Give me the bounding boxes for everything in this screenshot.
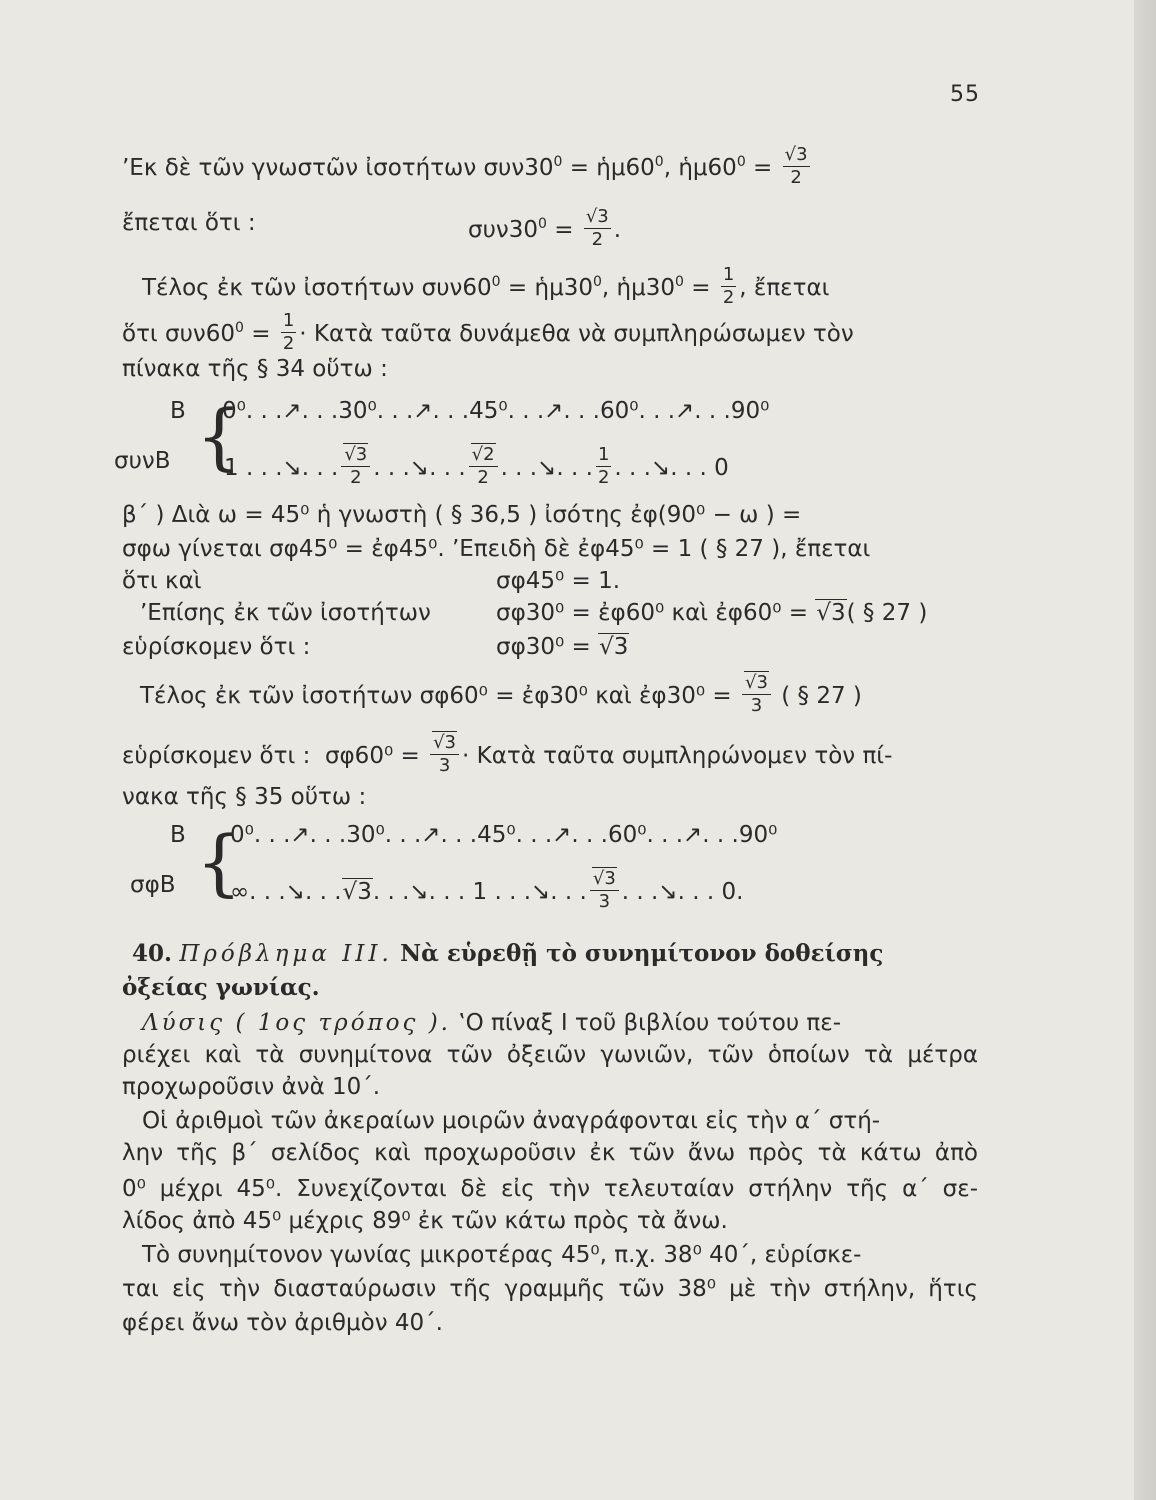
- text-line-13: νακα τῆς § 35 οὕτω :: [122, 784, 367, 810]
- text-line-p6: 0⁰ μέχρι 45⁰. Συνεχίζονται δὲ εἰς τὴν τελευταίαν στήλην τῆς α΄ σε-: [122, 1176, 978, 1202]
- fraction-sqrt3-over-2: $\frac{√3}{2}$: [585, 206, 609, 250]
- page-number: 55: [950, 82, 980, 107]
- text-line-9: ’Επίσης ἐκ τῶν ἰσοτήτων σφ30⁰ = ἐφ60⁰ καὶ ἐφ60⁰ = √3( § 27 ): [140, 600, 928, 626]
- text-line-1: ’Εκ δὲ τῶν γνωστῶν ἰσοτήτων $\sigma\upsilon\nu 30^0$ = $ἡ\mu 60^0$, $ἡ\mu 60^0$ = $\frac{√3}{2}$: [122, 144, 808, 188]
- text-line-12: εὑρίσκομεν ὅτι : σφ60⁰ = $\frac{√3}{3}$ · Κατὰ ταῦτα συμπληρώνομεν τὸν πί-: [122, 732, 893, 776]
- section-title: Νὰ εὑρεθῇ τὸ συνημίτονον δοθείσης: [400, 940, 884, 967]
- text-line-p7: λίδος ἀπὸ 45⁰ μέχρις 89⁰ ἐκ τῶν κάτω πρὸς τὰ ἄνω.: [122, 1208, 728, 1234]
- text-line-8: ὅτι καὶ σφ45⁰ = 1.: [122, 568, 621, 594]
- text-line-2: ἔπεται ὅτι : $\sigma\upsilon\nu 30^0$ = $\frac{√3}{2}$ .: [122, 206, 622, 250]
- text-line-6: β΄ ) Διὰ ω = 45⁰ ἡ γνωστὴ ( § 36,5 ) ἰσότης ἐφ(90⁰ − ω ) =: [122, 502, 802, 528]
- brace-icon: {: [196, 820, 242, 904]
- table2-row-cot: σφB ∞. . .↘. . .√3. . .↘. . . 1 . . .↘. . . $\frac{√3}{3}$ . . .↘. . . 0.: [130, 868, 744, 912]
- text-line-11: Τέλος ἐκ τῶν ἰσοτήτων σφ60⁰ = ἐφ30⁰ καὶ ἐφ30⁰ = $\frac{√3}{3}$ ( § 27 ): [140, 672, 862, 716]
- text-line-10: εὑρίσκομεν ὅτι : σφ30⁰ = √3: [122, 634, 629, 660]
- text-line-p2: ριέχει καὶ τὰ συνημίτονα τῶν ὀξειῶν γωνιῶν, τῶν ὁποίων τὰ μέτρα: [122, 1042, 978, 1068]
- fraction-1-over-2: $\frac{1}{2}$: [722, 264, 735, 308]
- fraction-sqrt3-over-3: $\frac{√3}{3}$: [742, 674, 771, 715]
- text-line-p10: φέρει ἄνω τὸν ἀριθμὸν 40΄.: [122, 1310, 443, 1336]
- text-line-p9: ται εἰς τὴν διασταύρωσιν τῆς γραμμῆς τῶν 38⁰ μὲ τὴν στήλην, ἥτις: [122, 1276, 978, 1302]
- table2-row-angles: B 0⁰. . .↗. . .30⁰. . .↗. . .45⁰. . .↗. . .60⁰. . .↗. . .90⁰: [170, 822, 778, 848]
- table1-row-cos: συνB 1 . . .↘. . . $\frac{√3}{2}$ . . .↘. . . $\frac{√2}{2}$ . . .↘. . . $\frac{1}{2}$ . . .↘. . . 0: [114, 444, 729, 488]
- text-line-p5: λην τῆς β΄ σελίδος καὶ προχωροῦσιν ἐκ τῶν ἄνω πρὸς τὰ κάτω ἀπὸ: [122, 1140, 978, 1166]
- section-number: 40.: [132, 940, 173, 967]
- text-line-7: σφω γίνεται σφ45⁰ = ἐφ45⁰. ’Επειδὴ δὲ ἐφ45⁰ = 1 ( § 27 ), ἔπεται: [122, 536, 871, 562]
- text-line-p8: Τὸ συνημίτονον γωνίας μικροτέρας 45⁰, π.χ. 38⁰ 40΄, εὑρίσκε-: [142, 1242, 862, 1268]
- section-heading-cont: ὀξείας γωνίας.: [122, 974, 320, 1001]
- page-edge: [1134, 0, 1156, 1500]
- fraction-sqrt3-over-2: $\frac{√3}{2}$: [784, 144, 808, 188]
- text-line-4: ὅτι $\sigma\upsilon\nu 60^0$ = $\frac{1}{2}$ · Κατὰ ταῦτα δυνάμεθα νὰ συμπληρώσωμεν τὸν: [122, 310, 854, 354]
- text-line-5: πίνακα τῆς § 34 οὕτω :: [122, 356, 388, 382]
- fraction-sqrt3-over-3: $\frac{√3}{3}$: [430, 734, 459, 775]
- text-line-p4: Οἱ ἀριθμοὶ τῶν ἀκεραίων μοιρῶν ἀναγράφονται εἰς τὴν α΄ στή-: [142, 1108, 881, 1134]
- text-line-p3: προχωροῦσιν ἀνὰ 10΄.: [122, 1074, 381, 1100]
- table1-row-angles: B 0⁰. . .↗. . .30⁰. . .↗. . .45⁰. . .↗. . .60⁰. . .↗. . .90⁰: [170, 398, 770, 424]
- text-line-p1: Λύσις ( 1ος τρόπος ). ‛Ο πίναξ Ι τοῦ βιβλίου τούτου πε-: [142, 1010, 842, 1036]
- fraction-1-over-2: $\frac{1}{2}$: [282, 310, 295, 354]
- text-line-3: Τέλος ἐκ τῶν ἰσοτήτων $\sigma\upsilon\nu 60^0$ = $ἡ\mu 30^0$, $ἡ\mu 30^0$ = $\frac{1}{2}$ , ἔπεται: [142, 264, 830, 308]
- section-problem-label: Πρόβλημα ΙΙΙ.: [179, 941, 393, 967]
- brace-icon: {: [196, 394, 242, 478]
